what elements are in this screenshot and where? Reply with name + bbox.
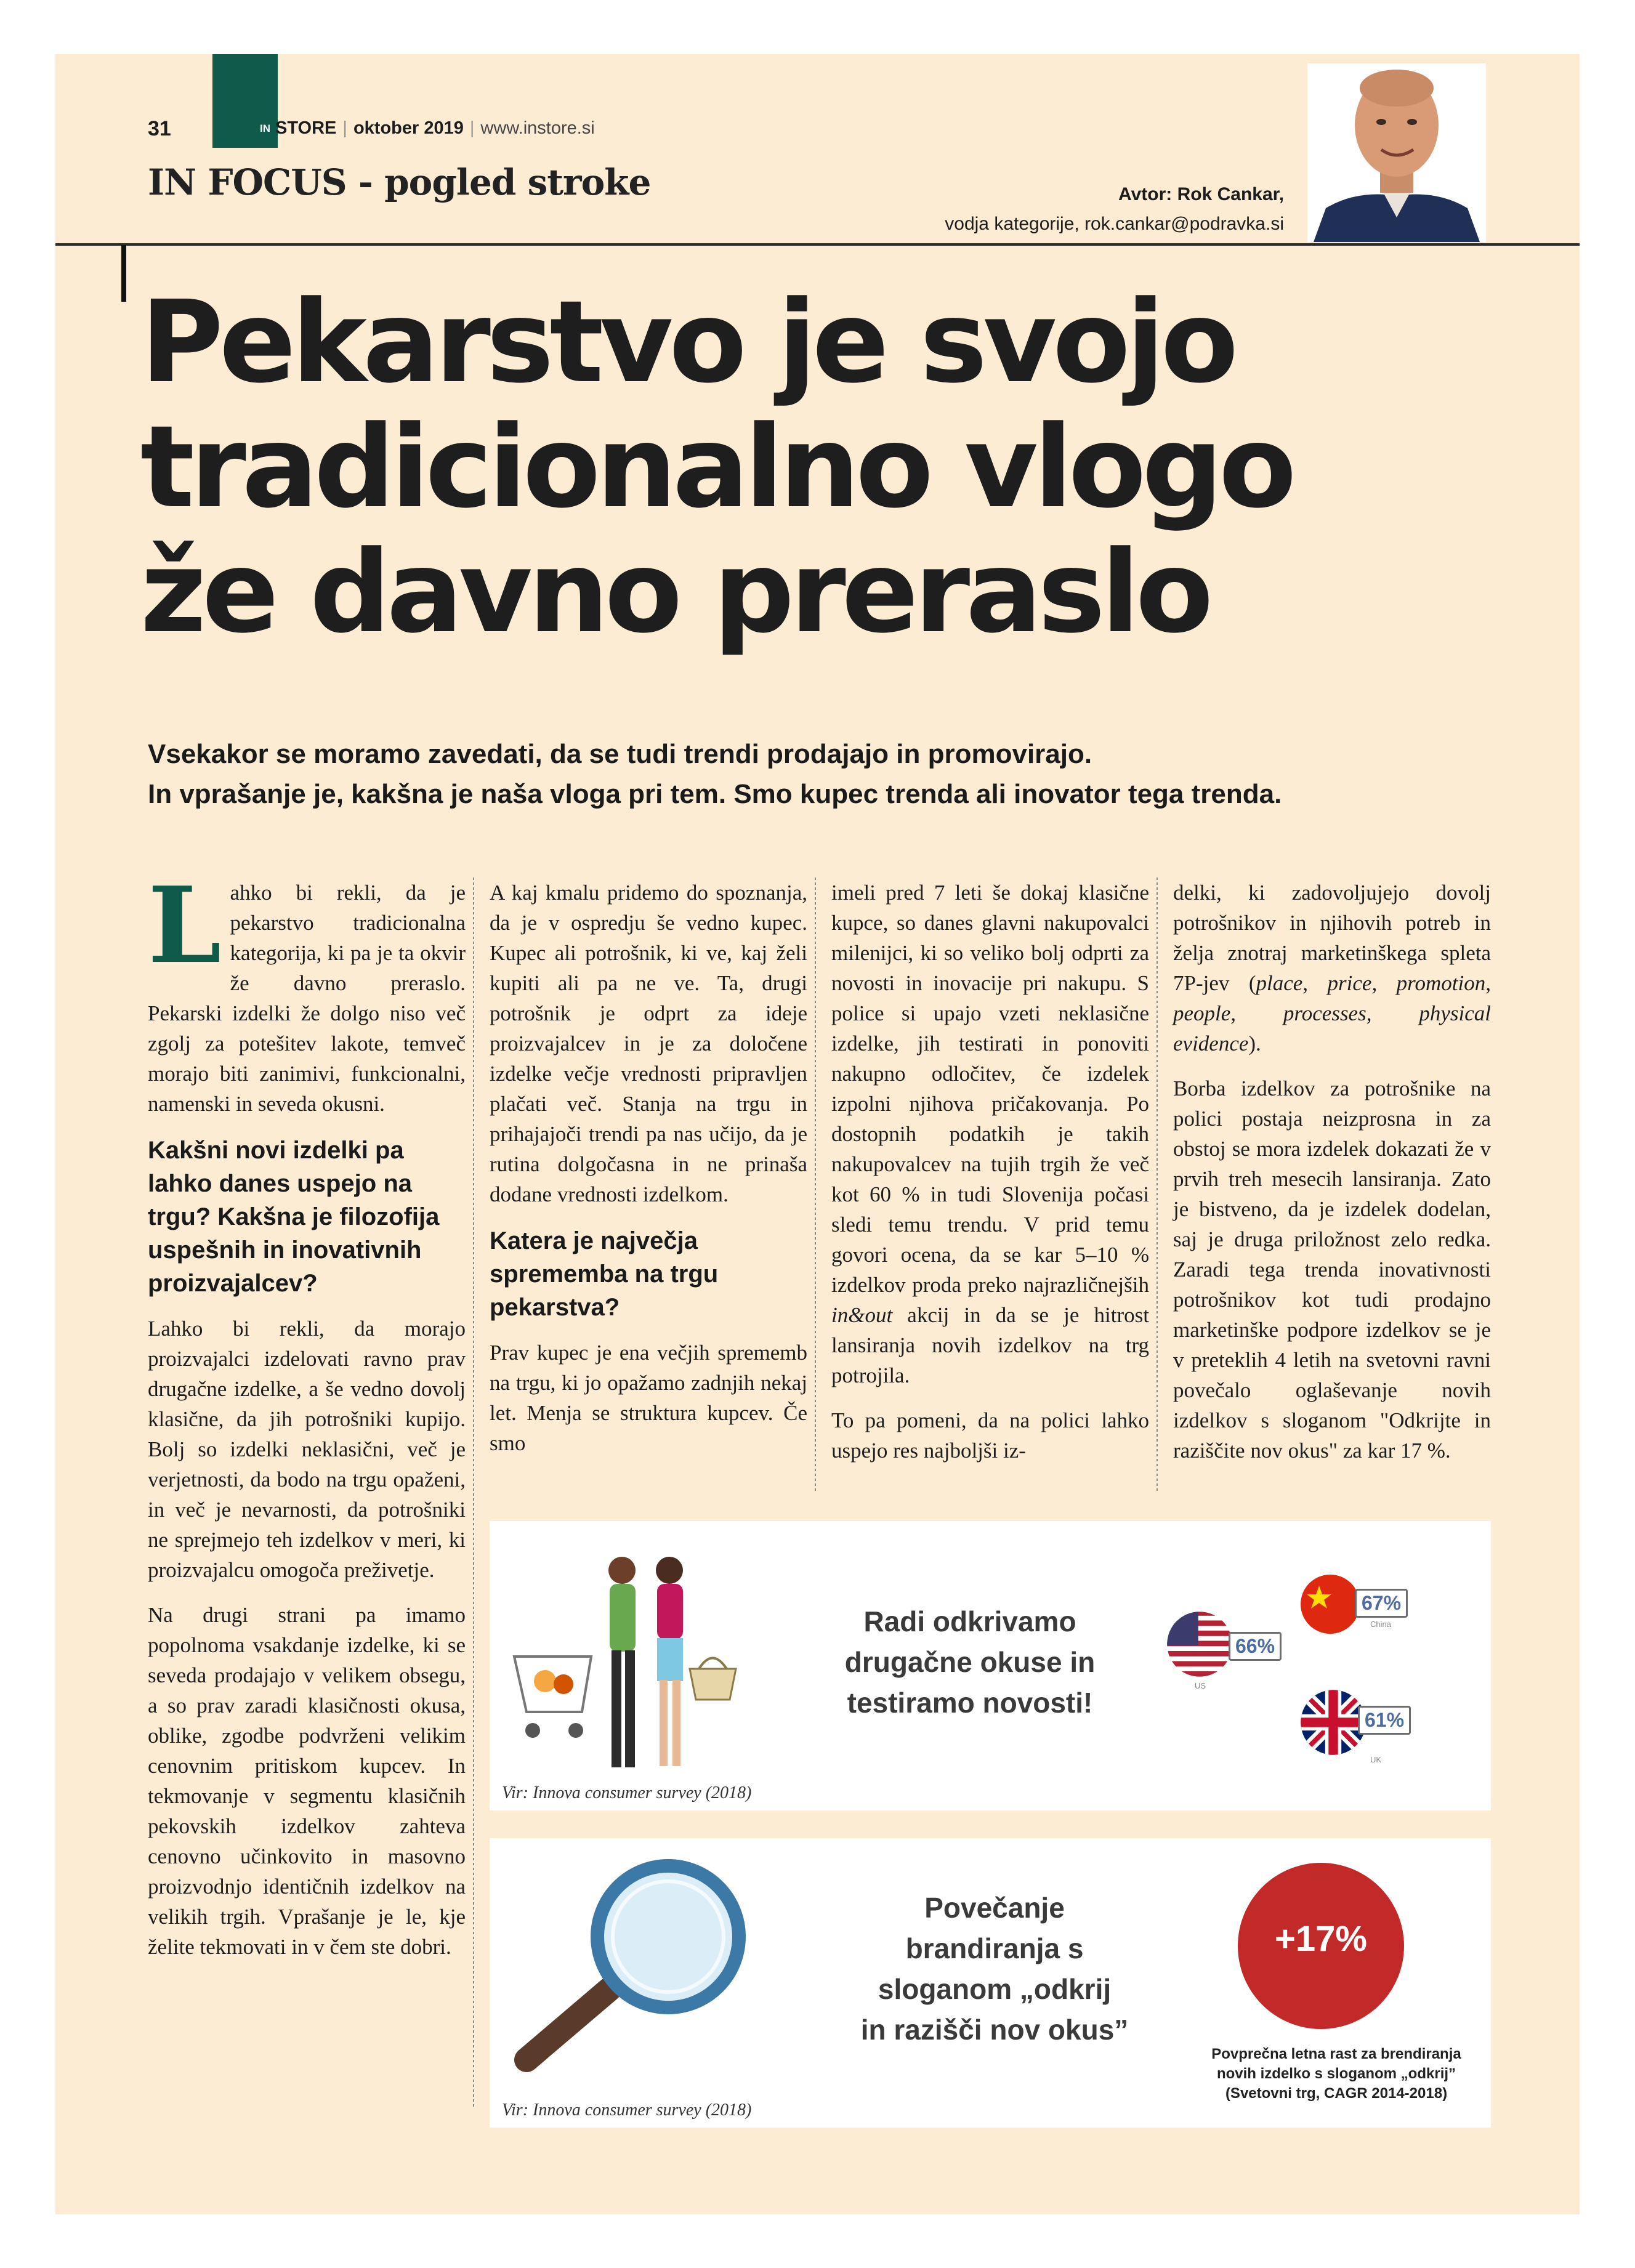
paragraph: A kaj kmalu pridemo do spoznanja, da je v ospredju še vedno kupec. Kupec ali potrošnik, ki ve, kaj želi kupiti ali pa ne ve. Ta, drugi potrošnik je odprt za ideje proizvajalcev in je za določene izdelke večje vrednosti pripravljen plačati več. Stanja na trgu in prihajajoči trendi pa nas učijo, da je rutina dolgočasna in ne prinaša dodane vrednosti izdelkom. <box>490 881 807 1206</box>
paragraph: Prav kupec je ena večjih sprememb na trgu, ki jo opažamo zadnjih nekaj let. Menja se struktura kupcev. Če smo <box>490 1341 807 1455</box>
infographic-text: Radi odkrivamo drugačne okuse in testiramo novosti! <box>844 1605 1096 1719</box>
column-divider <box>1157 878 1158 1493</box>
uk-flag-icon <box>1299 1689 1367 1756</box>
header-divider <box>55 243 1580 246</box>
uk-label: UK <box>1370 1755 1382 1764</box>
usa-label: US <box>1195 1681 1206 1690</box>
subheading: Katera je največja sprememba na trgu pekarstva? <box>490 1227 719 1321</box>
headline-marker <box>121 245 126 302</box>
china-label: China <box>1370 1620 1391 1629</box>
article-headline <box>140 276 1310 658</box>
uk-percentage: 61% <box>1358 1706 1411 1735</box>
headline-line: tradicionalno vlogo <box>140 402 1293 533</box>
china-percentage: 67% <box>1355 1589 1408 1618</box>
page-number: 31 <box>148 117 171 140</box>
article-lead <box>148 734 1503 814</box>
paragraph: Na drugi strani pa imamo popolnoma vsakdanje izdelke, ki se seveda prodajajo v velikem obsegu, a so prav zaradi klasičnosti okusa, oblike, zgodbe podvrženi velikim cenovnim pritiskom kupcev. In tekmovanje v segmentu klasičnih pekovskih izdelkov zahteva cenovno učinkovito in masovno proizvodnjo identičnih izdelkov na velikih trgih. Vprašanje je le, kje želite tekmovati in v čem ste dobri. <box>148 1603 466 1959</box>
paragraph: delki, ki zadovoljujejo dovolj potrošnikov in njihovih potreb in želja znotraj marketinškega spleta 7P-jev (place, price, promotion, people, processes, physical evidence). <box>1173 881 1491 1055</box>
usa-percentage: 66% <box>1229 1632 1282 1661</box>
text-column-4 <box>1173 878 1491 1480</box>
text-column-2 <box>490 878 807 1473</box>
author-role: vodja kategorije, rok.cankar@podravka.si <box>945 214 1284 234</box>
website-link[interactable]: www.instore.si <box>480 118 595 138</box>
infographic-source: Vir: Innova consumer survey (2018) <box>502 1783 752 1802</box>
usa-flag-icon <box>1166 1610 1233 1678</box>
logo-in: IN <box>260 123 270 135</box>
author-name: Avtor: Rok Cankar, <box>1118 184 1284 204</box>
subheading: Kakšni novi izdelki pa lahko danes uspejo na trgu? Kakšna je filozofija uspešnih in inovativnih proizvajalcev? <box>148 1137 440 1297</box>
author-photo <box>1307 63 1486 242</box>
author-block <box>945 180 1284 239</box>
magazine-masthead: IN STORE | oktober 2019 | www.instore.si <box>260 118 595 138</box>
infographic-panel-consumers <box>490 1521 1491 1810</box>
lead-line: In vprašanje je, kakšna je naša vloga pri tem. Smo kupec trenda ali inovator tega trenda. <box>148 779 1282 809</box>
paragraph: imeli pred 7 leti še dokaj klasične kupce, so danes glavni nakupovalci milenijci, ki so veliko bolj odprti za novosti in inovacije pri nakupu. S police si upajo vzeti neklasične izdelke, jih testirati in ponoviti nakupno odločitev, če izdelek izpolni njihova pričakovanja. Po dostopnih podatkih je takih nakupovalcev na tujih trgih že več kot 60 % in tudi Slovenija počasi sledi temu trendu. V prid temu govori ocena, da se kar 5–10 % izdelkov proda preko najrazličnejših in&out akcij in da se je hitrost lansiranja novih izdelkov na trg potrojila. <box>831 881 1149 1387</box>
growth-caption: Povprečna letna rast za brendiranja novih izdelko s sloganom „odkrij” (Svetovni trg, CAGR 2014-2018) <box>1211 2046 1461 2102</box>
headline-line: Pekarstvo je svojo <box>140 276 1235 408</box>
growth-circle <box>1238 1863 1404 2029</box>
china-flag-icon <box>1299 1573 1361 1635</box>
infographic-source: Vir: Innova consumer survey (2018) <box>502 2101 752 2120</box>
infographic-text: Povečanje brandiranja s sloganom „odkrij in razišči nov okus” <box>860 1892 1129 2046</box>
paragraph: Lahko bi rekli, da je pekarstvo tradicionalna kategorija, ki pa je ta okvir že davno preraslo. Pekarski izdelki že dolgo niso več zgolj za potešitev lakote, temveč morajo biti zanimivi, funkcionalni, namenski in seveda okusni. <box>148 864 466 1116</box>
drop-cap: L <box>148 864 222 987</box>
paragraph: Borba izdelkov za potrošnike na polici postaja neizprosna in za obstoj se mora izdelek dokazati že v prvih treh mesecih lansiranja. Zato je bistveno, da je izdelek dodelan, saj je druga priložnost zelo redka. Zaradi tega trenda inovativnosti potrošnikov kot tudi prodajno marketinške podpore izdelkov se je v preteklih 4 letih na svetovni ravni povečalo oglaševanje novih izdelkov s sloganom "Odkrijte in raziščite nov okus" za kar 17 %. <box>1173 1076 1491 1463</box>
growth-value: +17% <box>1275 1919 1367 1959</box>
headline-line: že davno preraslo <box>140 527 1209 658</box>
issue-date: oktober 2019 <box>353 118 464 138</box>
lead-line: Vsekakor se moramo zavedati, da se tudi trendi prodajajo in promovirajo. <box>148 739 1092 769</box>
section-title: IN FOCUS - pogled stroke <box>148 161 651 203</box>
column-divider <box>473 878 474 2109</box>
shoppers-illustration <box>502 1546 761 1786</box>
magnifying-glass-icon <box>502 1857 767 2091</box>
paragraph: To pa pomeni, da na polici lahko uspejo res najboljši iz- <box>831 1408 1149 1463</box>
text-column-1 <box>148 864 466 1977</box>
logo-store: STORE <box>275 118 337 138</box>
text-column-3 <box>831 878 1149 1480</box>
column-divider <box>815 878 816 1493</box>
paragraph: Lahko bi rekli, da morajo proizvajalci izdelovati ravno prav drugačne izdelke, a še vedno dovolj klasične, da jih potrošniki kupijo. Bolj so izdelki neklasični, več je verjetnosti, da bodo na trgu opaženi, in več je nevarnosti, da potrošniki ne sprejmejo teh izdelkov v meri, ki proizvajalcu omogoča preživetje. <box>148 1317 466 1582</box>
